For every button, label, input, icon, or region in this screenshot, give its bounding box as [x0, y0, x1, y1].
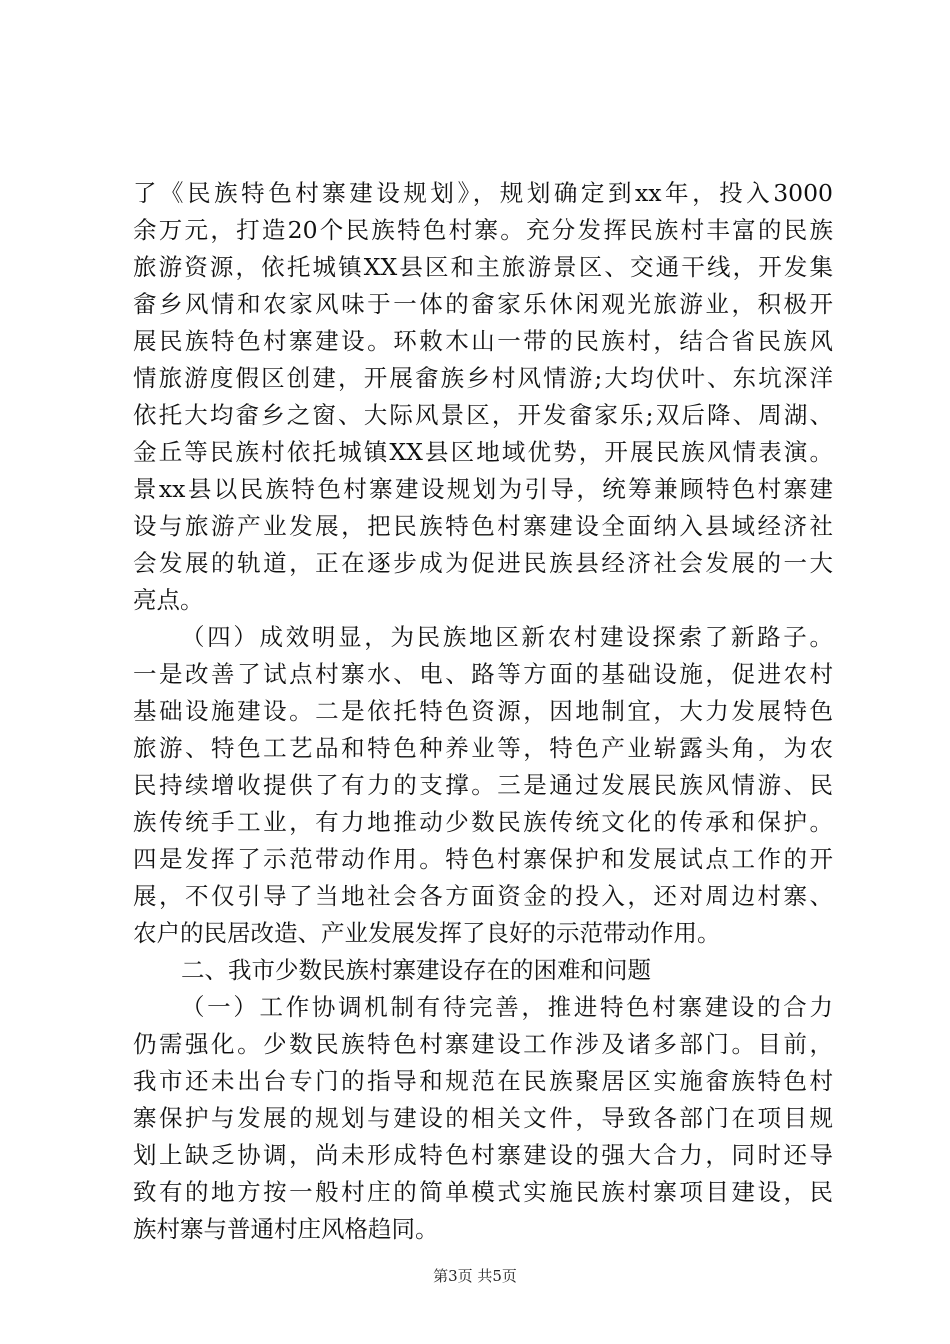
text-line: 一是改善了试点村寨水、电、路等方面的基础设施，促进农村: [133, 660, 833, 688]
paragraph-start-line: （四）成效明显，为民族地区新农村建设探索了新路子。: [181, 623, 833, 651]
text-line: 农户的民居改造、产业发展发挥了良好的示范带动作用。: [133, 919, 721, 947]
text-line: 畲乡风情和农家风味于一体的畲家乐休闲观光旅游业，积极开: [133, 290, 833, 318]
text-line: 展民族特色村寨建设。环敕木山一带的民族村，结合省民族风: [133, 327, 833, 355]
section-heading: 二、我市少数民族村寨建设存在的困难和问题: [181, 956, 651, 984]
text-line: 设与旅游产业发展，把民族特色村寨建设全面纳入县域经济社: [133, 512, 833, 540]
text-line: 寨保护与发展的规划与建设的相关文件，导致各部门在项目规: [133, 1104, 833, 1132]
text-line: 旅游资源，依托城镇XX县区和主旅游景区、交通干线，开发集: [133, 253, 833, 281]
text-line: 四是发挥了示范带动作用。特色村寨保护和发展试点工作的开: [133, 845, 833, 873]
text-line: 余万元，打造20个民族特色村寨。充分发挥民族村丰富的民族: [133, 216, 833, 244]
text-line: 展，不仅引导了当地社会各方面资金的投入，还对周边村寨、: [133, 882, 833, 910]
text-line: 景xx县以民族特色村寨建设规划为引导，统筹兼顾特色村寨建: [133, 475, 833, 503]
text-line: 会发展的轨道，正在逐步成为促进民族县经济社会发展的一大: [133, 549, 833, 577]
text-line: 旅游、特色工艺品和特色种养业等，特色产业崭露头角，为农: [133, 734, 833, 762]
text-line: 我市还未出台专门的指导和规范在民族聚居区实施畲族特色村: [133, 1067, 833, 1095]
text-line: 族村寨与普通村庄风格趋同。: [133, 1215, 439, 1243]
text-line: 依托大均畲乡之窗、大际风景区，开发畲家乐;双后降、周湖、: [133, 401, 833, 429]
text-line: 致有的地方按一般村庄的简单模式实施民族村寨项目建设，民: [133, 1178, 833, 1206]
text-line: 仍需强化。少数民族特色村寨建设工作涉及诸多部门。目前，: [133, 1030, 833, 1058]
text-line: 了《民族特色村寨建设规划》，规划确定到xx年，投入3000: [133, 179, 833, 207]
text-line: 金丘等民族村依托城镇XX县区地域优势，开展民族风情表演。: [133, 438, 833, 466]
text-line: 亮点。: [133, 586, 204, 614]
text-line: 民持续增收提供了有力的支撑。三是通过发展民族风情游、民: [133, 771, 833, 799]
text-line: 划上缺乏协调，尚未形成特色村寨建设的强大合力，同时还导: [133, 1141, 833, 1169]
paragraph-start-line: （一）工作协调机制有待完善，推进特色村寨建设的合力: [181, 993, 833, 1021]
text-line: 族传统手工业，有力地推动少数民族传统文化的传承和保护。: [133, 808, 833, 836]
page-footer: 第3页 共5页: [433, 1267, 517, 1285]
text-line: 情旅游度假区创建，开展畲族乡村风情游;大均伏叶、东坑深洋: [133, 364, 833, 392]
text-line: 基础设施建设。二是依托特色资源，因地制宜，大力发展特色: [133, 697, 833, 725]
